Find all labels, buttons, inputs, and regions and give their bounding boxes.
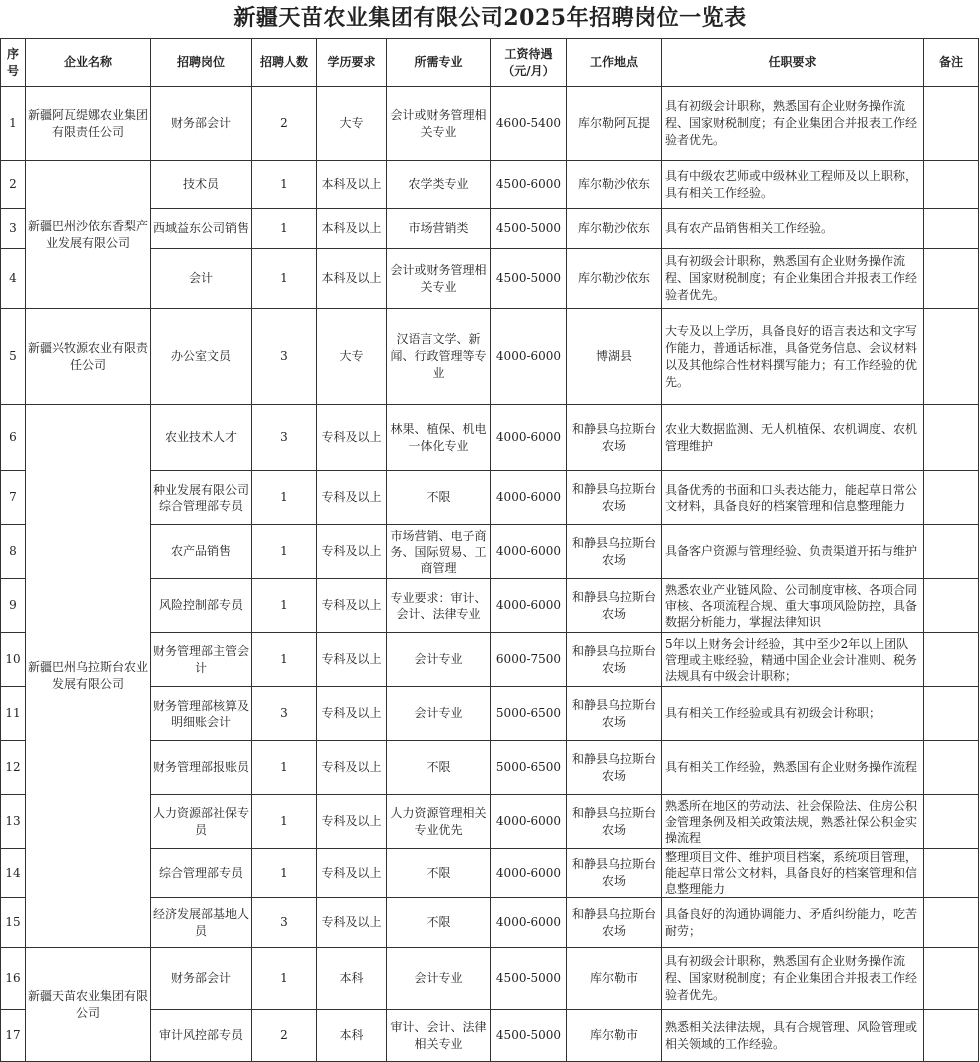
position: 综合管理部专员 — [151, 849, 252, 898]
major: 会计专业 — [387, 948, 491, 1010]
requirements: 具有相关工作经验或具有初级会计称职； — [662, 687, 924, 741]
requirements: 整理项目文件、维护项目档案，系统项目管理，能起草日常公文材料，具备良好的档案管理和信息整理能力 — [662, 849, 924, 898]
salary: 4000-6000 — [491, 309, 567, 405]
education: 专科及以上 — [317, 898, 387, 948]
requirements: 具备客户资源与管理经验、负责渠道开拓与维护 — [662, 525, 924, 579]
requirements: 具有中级农艺师或中级林业工程师及以上职称，具有相关工作经验。 — [662, 161, 924, 209]
header-no: 序号 — [1, 39, 26, 87]
headcount: 3 — [252, 898, 317, 948]
education: 大专 — [317, 309, 387, 405]
position: 办公室文员 — [151, 309, 252, 405]
row-no: 16 — [1, 948, 26, 1010]
requirements: 具备良好的沟通协调能力、矛盾纠纷能力，吃苦耐劳； — [662, 898, 924, 948]
remark — [924, 249, 979, 309]
education: 本科及以上 — [317, 209, 387, 249]
education: 专科及以上 — [317, 633, 387, 687]
major: 会计或财务管理相关专业 — [387, 87, 491, 161]
location: 库尔勒沙依东 — [567, 249, 662, 309]
header-salary: 工资待遇（元/月） — [491, 39, 567, 87]
row-no: 7 — [1, 471, 26, 525]
row-no: 14 — [1, 849, 26, 898]
salary: 4500-6000 — [491, 161, 567, 209]
row-no: 15 — [1, 898, 26, 948]
headcount: 1 — [252, 579, 317, 633]
header-remark: 备注 — [924, 39, 979, 87]
location: 和静县乌拉斯台农场 — [567, 405, 662, 471]
header-count: 招聘人数 — [252, 39, 317, 87]
remark — [924, 309, 979, 405]
recruitment-table — [0, 38, 979, 1062]
position: 农业技术人才 — [151, 405, 252, 471]
remark — [924, 161, 979, 209]
row-no: 17 — [1, 1010, 26, 1062]
salary: 4000-6000 — [491, 405, 567, 471]
row-no: 6 — [1, 405, 26, 471]
row-no: 5 — [1, 309, 26, 405]
table-row — [1, 161, 979, 209]
position: 人力资源部社保专员 — [151, 795, 252, 849]
position: 财务部会计 — [151, 87, 252, 161]
row-no: 8 — [1, 525, 26, 579]
requirements: 5年以上财务会计经验，其中至少2年以上团队管理或主账经验，精通中国企业会计准则、税务法规具有中级会计职称； — [662, 633, 924, 687]
requirements: 具有相关工作经验，熟悉国有企业财务操作流程 — [662, 741, 924, 795]
major: 不限 — [387, 471, 491, 525]
table-row — [1, 405, 979, 471]
major: 市场营销、电子商务、国际贸易、工商管理 — [387, 525, 491, 579]
headcount: 2 — [252, 1010, 317, 1062]
table-row — [1, 948, 979, 1010]
location: 和静县乌拉斯台农场 — [567, 795, 662, 849]
headcount: 3 — [252, 405, 317, 471]
row-no: 3 — [1, 209, 26, 249]
requirements: 大专及以上学历，具备良好的语言表达和文字写作能力，普通话标准，具备党务信息、会议材料以及其他综合性材料撰写能力；有工作经验的优先。 — [662, 309, 924, 405]
location: 博湖县 — [567, 309, 662, 405]
page-title: 新疆天苗农业集团有限公司2025年招聘岗位一览表 — [233, 5, 747, 31]
major: 会计专业 — [387, 633, 491, 687]
salary: 5000-6500 — [491, 687, 567, 741]
header-location: 工作地点 — [567, 39, 662, 87]
remark — [924, 948, 979, 1010]
requirements: 熟悉所在地区的劳动法、社会保险法、住房公积金管理条例及相关政策法规，熟悉社保公积金实操流程 — [662, 795, 924, 849]
header-row — [1, 39, 979, 87]
major: 不限 — [387, 898, 491, 948]
location: 库尔勒市 — [567, 1010, 662, 1062]
remark — [924, 849, 979, 898]
headcount: 1 — [252, 161, 317, 209]
row-no: 4 — [1, 249, 26, 309]
education: 专科及以上 — [317, 741, 387, 795]
position: 财务管理部主管会计 — [151, 633, 252, 687]
location: 和静县乌拉斯台农场 — [567, 741, 662, 795]
location: 和静县乌拉斯台农场 — [567, 579, 662, 633]
headcount: 3 — [252, 687, 317, 741]
salary: 4000-6000 — [491, 525, 567, 579]
company-name: 新疆天苗农业集团有限公司 — [26, 948, 151, 1062]
requirements: 熟悉相关法律法规，具有合规管理、风险管理或相关领域的工作经验。 — [662, 1010, 924, 1062]
headcount: 1 — [252, 849, 317, 898]
row-no: 1 — [1, 87, 26, 161]
header-company: 企业名称 — [26, 39, 151, 87]
remark — [924, 687, 979, 741]
remark — [924, 471, 979, 525]
header-position: 招聘岗位 — [151, 39, 252, 87]
headcount: 1 — [252, 948, 317, 1010]
headcount: 1 — [252, 471, 317, 525]
salary: 4500-5000 — [491, 249, 567, 309]
location: 和静县乌拉斯台农场 — [567, 898, 662, 948]
location: 和静县乌拉斯台农场 — [567, 525, 662, 579]
remark — [924, 898, 979, 948]
headcount: 1 — [252, 249, 317, 309]
headcount: 2 — [252, 87, 317, 161]
remark — [924, 579, 979, 633]
education: 专科及以上 — [317, 525, 387, 579]
position: 经济发展部基地人员 — [151, 898, 252, 948]
salary: 4500-5000 — [491, 1010, 567, 1062]
row-no: 11 — [1, 687, 26, 741]
row-no: 12 — [1, 741, 26, 795]
major: 专业要求：审计、会计、法律专业 — [387, 579, 491, 633]
location: 库尔勒市 — [567, 948, 662, 1010]
major: 不限 — [387, 849, 491, 898]
remark — [924, 525, 979, 579]
salary: 5000-6500 — [491, 741, 567, 795]
position: 财务部会计 — [151, 948, 252, 1010]
salary: 4000-6000 — [491, 849, 567, 898]
company-name: 新疆阿瓦缇娜农业集团有限责任公司 — [26, 87, 151, 161]
salary: 4000-6000 — [491, 579, 567, 633]
location: 和静县乌拉斯台农场 — [567, 633, 662, 687]
salary: 4500-5000 — [491, 209, 567, 249]
requirements: 具备优秀的书面和口头表达能力，能起草日常公文材料，具备良好的档案管理和信息整理能力 — [662, 471, 924, 525]
salary: 4000-6000 — [491, 471, 567, 525]
position: 会计 — [151, 249, 252, 309]
position: 种业发展有限公司综合管理部专员 — [151, 471, 252, 525]
requirements: 熟悉农业产业链风险、公司制度审核、各项合同审核、各项流程合规、重大事项风险防控，具备数据分析能力，掌握法律知识 — [662, 579, 924, 633]
headcount: 1 — [252, 209, 317, 249]
headcount: 1 — [252, 741, 317, 795]
education: 专科及以上 — [317, 687, 387, 741]
remark — [924, 405, 979, 471]
headcount: 1 — [252, 525, 317, 579]
requirements: 具有农产品销售相关工作经验。 — [662, 209, 924, 249]
salary: 4600-5400 — [491, 87, 567, 161]
major: 审计、会计、法律相关专业 — [387, 1010, 491, 1062]
position: 西域益东公司销售 — [151, 209, 252, 249]
education: 本科及以上 — [317, 161, 387, 209]
header-requirements: 任职要求 — [662, 39, 924, 87]
major: 不限 — [387, 741, 491, 795]
header-major: 所需专业 — [387, 39, 491, 87]
education: 大专 — [317, 87, 387, 161]
remark — [924, 633, 979, 687]
major: 林果、植保、机电一体化专业 — [387, 405, 491, 471]
education: 本科 — [317, 1010, 387, 1062]
row-no: 9 — [1, 579, 26, 633]
location: 库尔勒沙依东 — [567, 209, 662, 249]
salary: 4500-5000 — [491, 948, 567, 1010]
row-no: 13 — [1, 795, 26, 849]
major: 人力资源管理相关专业优先 — [387, 795, 491, 849]
education: 本科及以上 — [317, 249, 387, 309]
position: 技术员 — [151, 161, 252, 209]
location: 和静县乌拉斯台农场 — [567, 849, 662, 898]
education: 专科及以上 — [317, 471, 387, 525]
headcount: 1 — [252, 633, 317, 687]
remark — [924, 795, 979, 849]
major: 会计或财务管理相关专业 — [387, 249, 491, 309]
requirements: 具有初级会计职称，熟悉国有企业财务操作流程、国家财税制度；有企业集团合并报表工作经验者优先。 — [662, 249, 924, 309]
major: 会计专业 — [387, 687, 491, 741]
education: 专科及以上 — [317, 579, 387, 633]
location: 库尔勒阿瓦提 — [567, 87, 662, 161]
remark — [924, 209, 979, 249]
requirements: 具有初级会计职称，熟悉国有企业财务操作流程、国家财税制度；有企业集团合并报表工作经验者优先。 — [662, 87, 924, 161]
requirements: 农业大数据监测、无人机植保、农机调度、农机管理维护 — [662, 405, 924, 471]
position: 财务管理部报账员 — [151, 741, 252, 795]
table-row — [1, 309, 979, 405]
major: 汉语言文学、新闻、行政管理等专业 — [387, 309, 491, 405]
location: 和静县乌拉斯台农场 — [567, 471, 662, 525]
row-no: 2 — [1, 161, 26, 209]
position: 风险控制部专员 — [151, 579, 252, 633]
company-name: 新疆兴牧源农业有限责任公司 — [26, 309, 151, 405]
major: 市场营销类 — [387, 209, 491, 249]
location: 和静县乌拉斯台农场 — [567, 687, 662, 741]
salary: 6000-7500 — [491, 633, 567, 687]
location: 库尔勒沙依东 — [567, 161, 662, 209]
header-education: 学历要求 — [317, 39, 387, 87]
major: 农学类专业 — [387, 161, 491, 209]
company-name: 新疆巴州乌拉斯台农业发展有限公司 — [26, 405, 151, 948]
education: 专科及以上 — [317, 405, 387, 471]
education: 专科及以上 — [317, 849, 387, 898]
table-row — [1, 87, 979, 161]
position: 农产品销售 — [151, 525, 252, 579]
headcount: 3 — [252, 309, 317, 405]
row-no: 10 — [1, 633, 26, 687]
headcount: 1 — [252, 795, 317, 849]
remark — [924, 741, 979, 795]
education: 本科 — [317, 948, 387, 1010]
remark — [924, 87, 979, 161]
salary: 4000-6000 — [491, 898, 567, 948]
company-name: 新疆巴州沙依东香梨产业发展有限公司 — [26, 161, 151, 309]
salary: 4000-6000 — [491, 795, 567, 849]
position: 财务管理部核算及明细账会计 — [151, 687, 252, 741]
requirements: 具有初级会计职称，熟悉国有企业财务操作流程、国家财税制度；有企业集团合并报表工作经验者优先。 — [662, 948, 924, 1010]
remark — [924, 1010, 979, 1062]
position: 审计风控部专员 — [151, 1010, 252, 1062]
education: 专科及以上 — [317, 795, 387, 849]
